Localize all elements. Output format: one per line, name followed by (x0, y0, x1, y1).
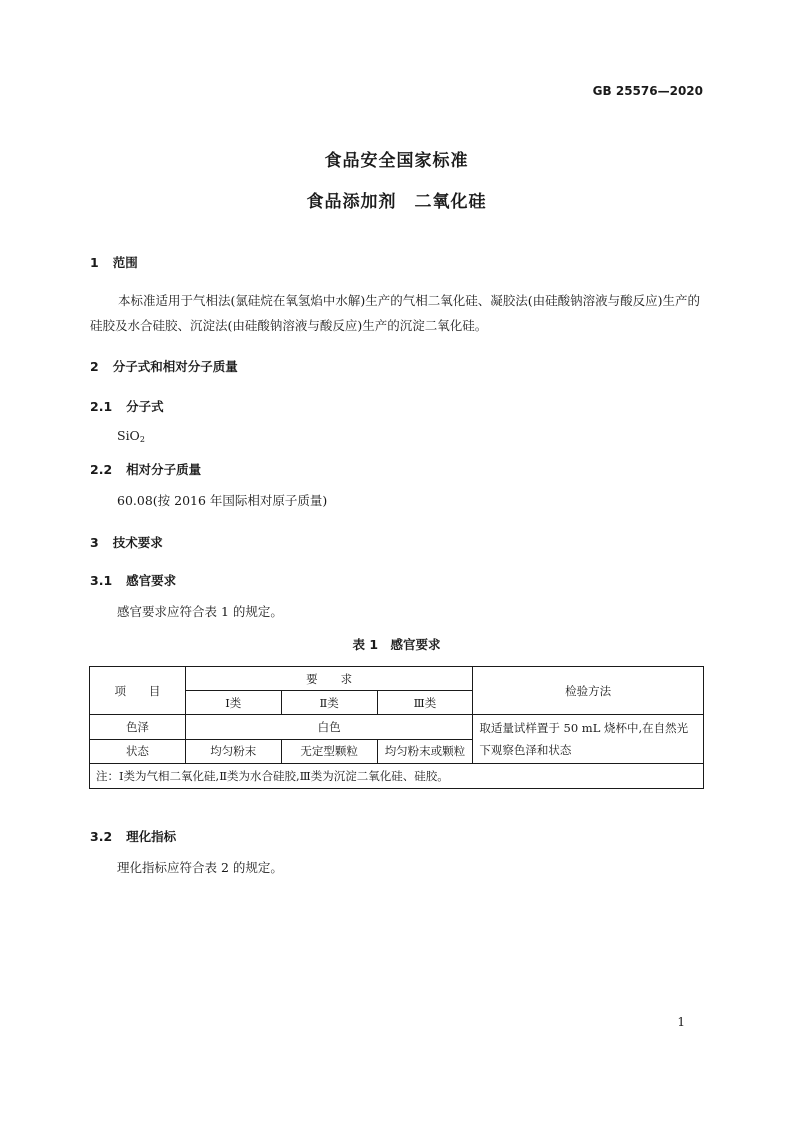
document-title: 食品添加剂 二氧化硅 (306, 192, 487, 212)
molecular-mass: 60.08(按 2016 年国际相对原子质量) (117, 493, 328, 508)
section-1-heading (90, 253, 138, 271)
page-number: 1 (677, 1015, 685, 1029)
section-number: 2 (90, 359, 99, 374)
section-number: 3.2 (90, 829, 113, 844)
header-class-3: Ⅲ类 (377, 691, 473, 715)
table-note: 注：Ⅰ类为气相二氧化硅,Ⅱ类为水合硅胶,Ⅲ类为沉淀二氧化硅、硅胶。 (90, 764, 704, 789)
section-number: 1 (90, 255, 99, 270)
scope-paragraph: 本标准适用于气相法(氯硅烷在氧氢焰中水解)生产的气相二氧化硅、凝胶法(由硅酸钠溶液与酸反应)生产的硅胶及水合硅胶、沉淀法(由硅酸钠溶液与酸反应)生产的沉淀二氧化硅。 (90, 293, 701, 333)
state-class-2: 无定型颗粒 (281, 739, 377, 764)
section-3-1-heading (90, 571, 176, 589)
table-row (90, 715, 704, 740)
header-requirement: 要 求 (185, 667, 472, 691)
sensory-requirement-text: 感官要求应符合表 1 的规定。 (117, 604, 283, 619)
section-number: 3 (90, 535, 99, 550)
state-class-1: 均匀粉末 (185, 739, 281, 764)
section-2-1-heading (90, 397, 164, 415)
section-number: 2.1 (90, 399, 113, 414)
sensory-requirements-table (89, 666, 704, 789)
table-1-caption: 表 1 感官要求 (352, 637, 441, 652)
test-method: 取适量试样置于 50 mL 烧杯中,在自然光下观察色泽和状态 (473, 715, 704, 764)
header-class-2: Ⅱ类 (281, 691, 377, 715)
molecular-formula: SiO$_2$ (117, 428, 145, 444)
section-title: 相对分子质量 (126, 462, 202, 477)
physicochemical-text: 理化指标应符合表 2 的规定。 (117, 860, 283, 875)
section-title: 技术要求 (112, 535, 163, 550)
section-3-heading (90, 533, 163, 551)
section-title: 分子式 (126, 399, 164, 414)
section-number: 2.2 (90, 462, 113, 477)
section-title: 范围 (112, 255, 138, 270)
header-method: 检验方法 (473, 667, 704, 715)
section-2-2-heading (90, 460, 201, 478)
section-title: 理化指标 (126, 829, 177, 844)
section-3-2-heading (90, 827, 176, 845)
row-item-color: 色泽 (90, 715, 186, 740)
section-title: 感官要求 (126, 573, 177, 588)
row-item-state: 状态 (90, 739, 186, 764)
color-value: 白色 (185, 715, 472, 740)
section-title: 分子式和相对分子质量 (112, 359, 238, 374)
state-class-3: 均匀粉末或颗粒 (377, 739, 473, 764)
section-2-heading (90, 357, 238, 375)
document-code: GB 25576—2020 (592, 84, 703, 98)
header-item: 项 目 (90, 667, 186, 715)
standard-title: 食品安全国家标准 (324, 151, 469, 171)
header-class-1: Ⅰ类 (185, 691, 281, 715)
section-number: 3.1 (90, 573, 113, 588)
